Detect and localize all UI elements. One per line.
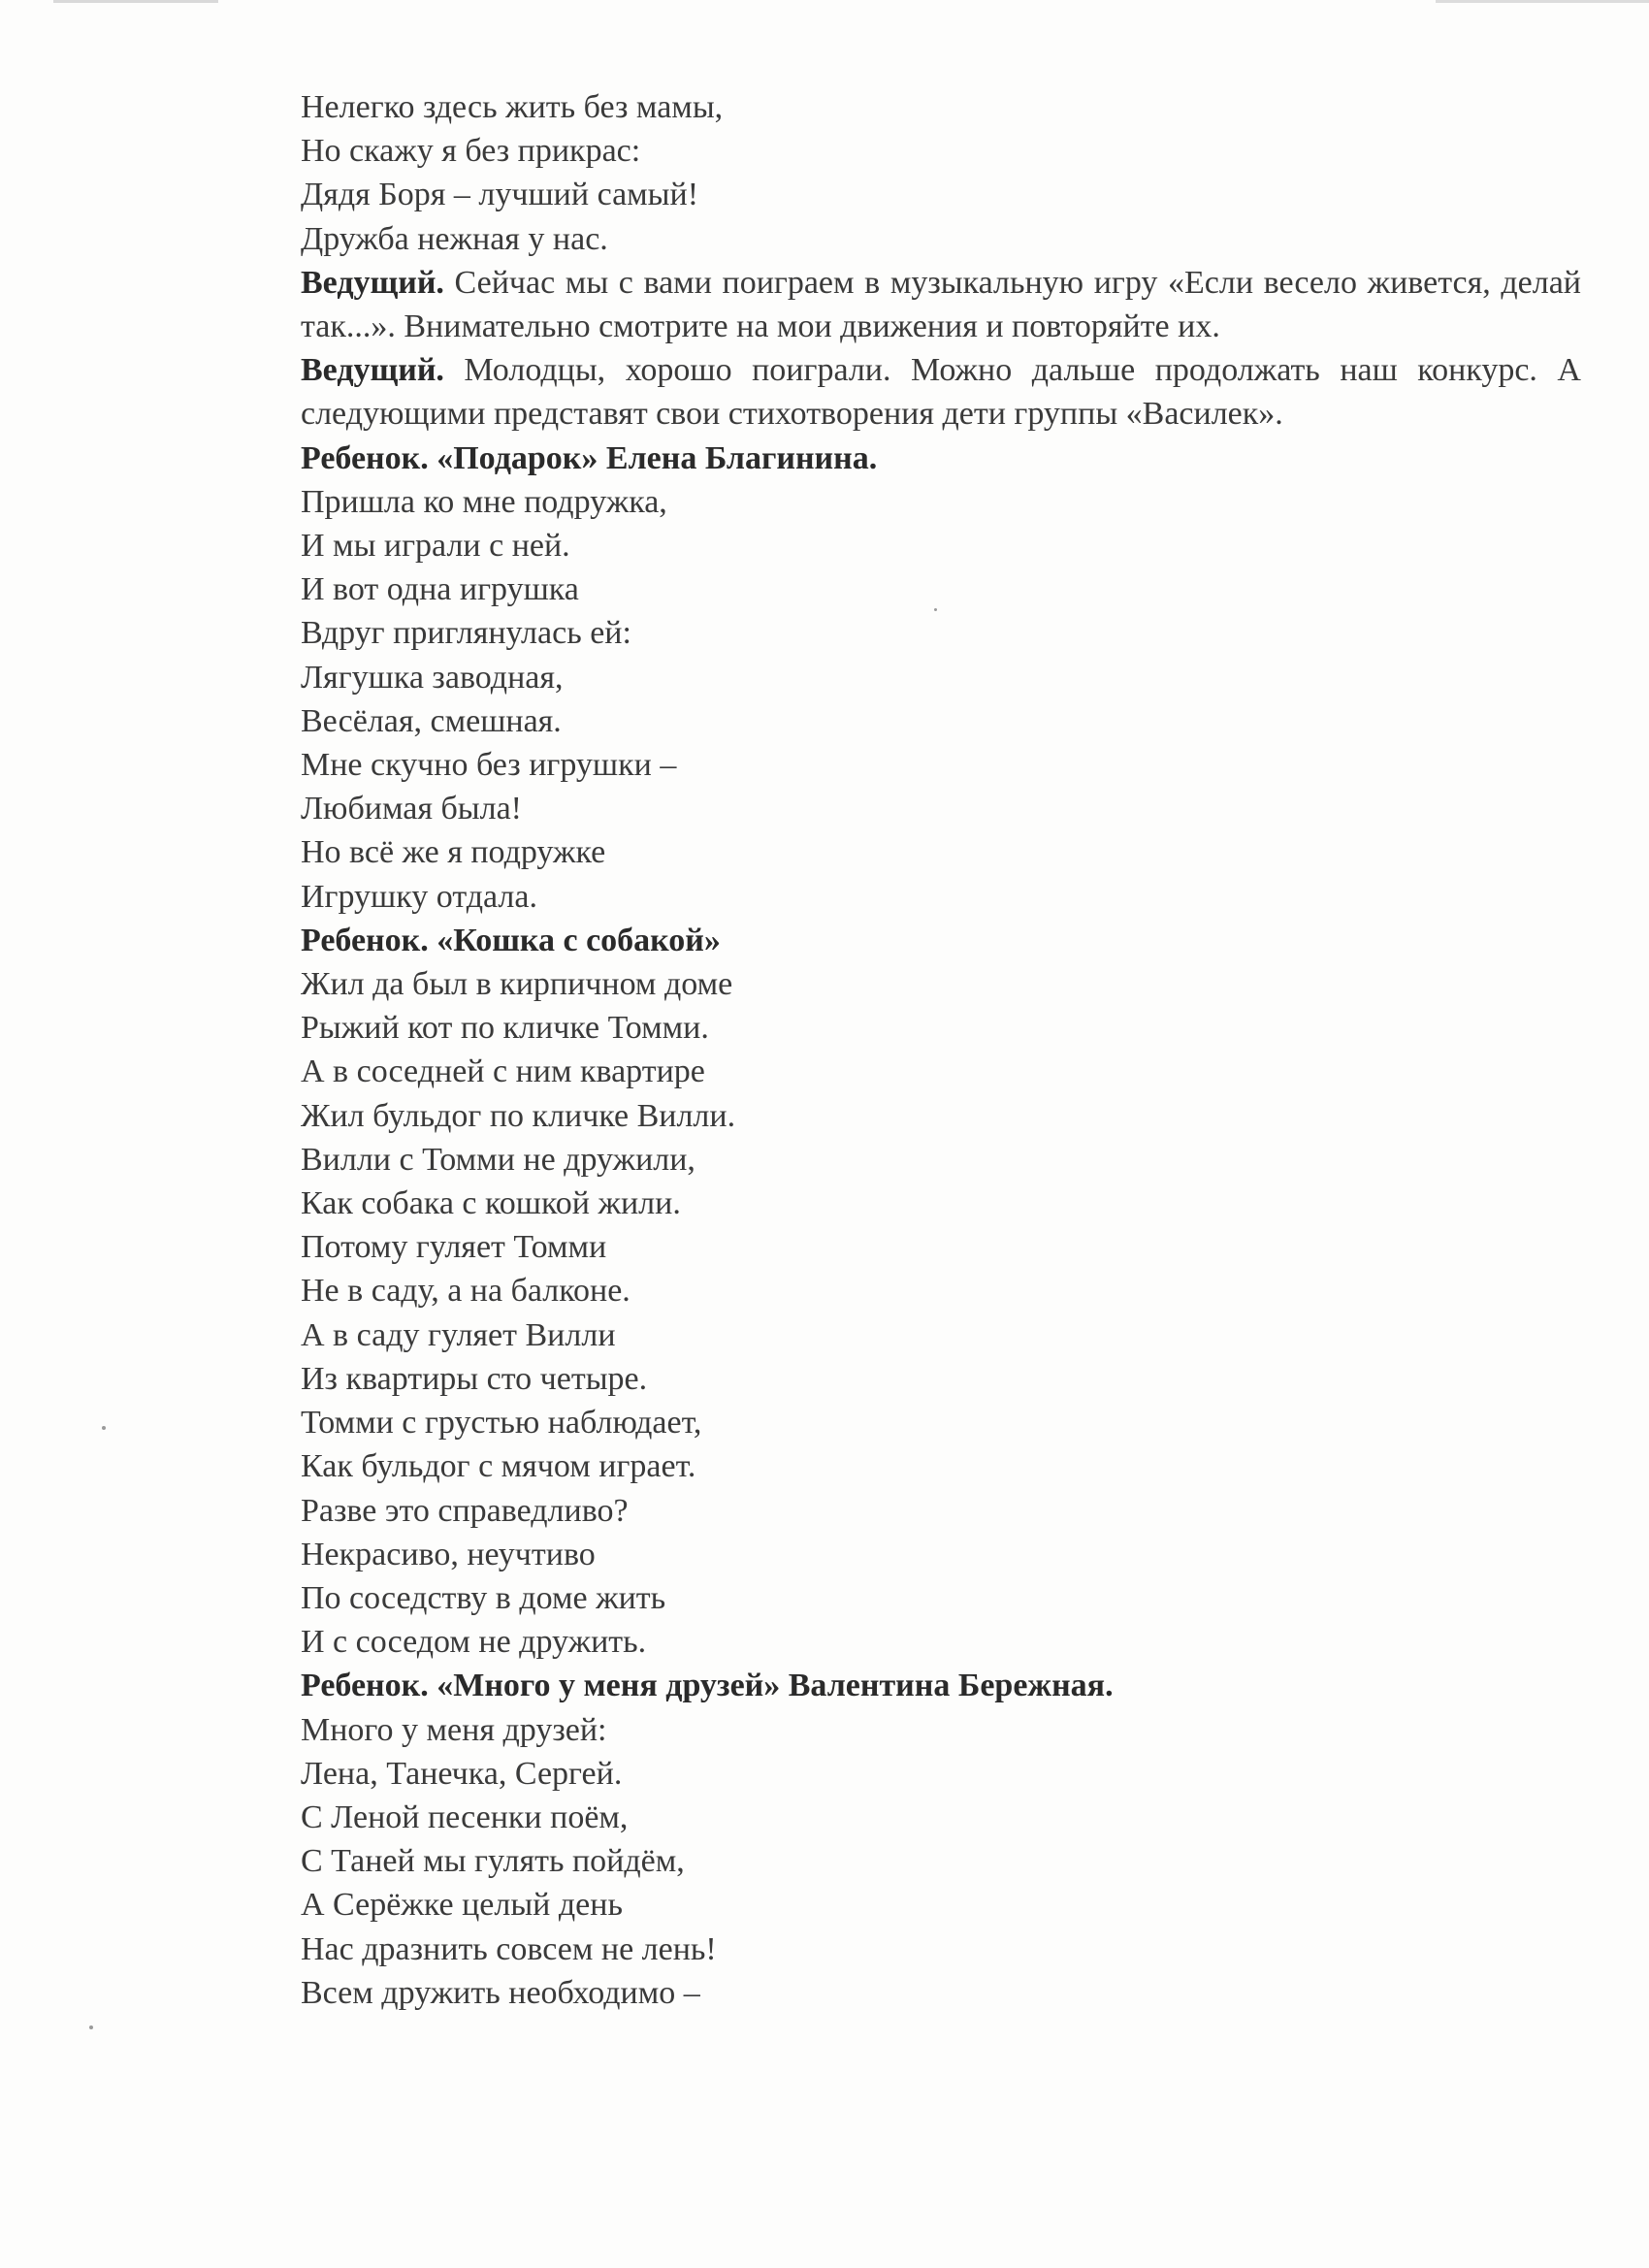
- verse-line: Много у меня друзей:: [301, 1711, 607, 1748]
- verse-line: Не в саду, а на балконе.: [301, 1273, 630, 1310]
- verse-line: Всем дружить необходимо –: [301, 1974, 700, 2011]
- verse-line: С Леной песенки поём,: [301, 1798, 629, 1835]
- verse-line: Нас дразнить совсем не лень!: [301, 1930, 717, 1967]
- verse-line: С Таней мы гулять пойдём,: [301, 1843, 685, 1880]
- verse-line: Но всё же я подружке: [301, 834, 606, 871]
- verse-line: Жил да был в кирпичном доме: [301, 966, 733, 1003]
- poem-mnogo-u-menya-druzey: [301, 1664, 1581, 2015]
- verse-line: Игрушку отдала.: [301, 878, 537, 915]
- verse-line: Любимая была!: [301, 791, 522, 827]
- scan-speck: [102, 1426, 106, 1430]
- scan-edge-mark-left: [53, 0, 218, 3]
- scan-edge-mark-right: [1436, 0, 1649, 3]
- verse-line: Потому гуляет Томми: [301, 1229, 607, 1266]
- verse-line: По соседству в доме жить: [301, 1579, 666, 1616]
- verse-line: Как бульдог с мячом играет.: [301, 1448, 696, 1485]
- verse-line: Весёлая, смешная.: [301, 702, 562, 739]
- verse-line: А Серёжке целый день: [301, 1887, 623, 1924]
- verse-line: Вдруг приглянулась ей:: [301, 615, 631, 652]
- speaker-label: Ведущий.: [301, 352, 444, 389]
- verse-line: И с соседом не дружить.: [301, 1624, 647, 1661]
- verse-line: Дядя Боря – лучший самый!: [301, 177, 699, 213]
- host-remark-text: Молодцы, хорошо поиграли. Можно дальше продолжать наш конкурс. А следующими представят свои стихотворения дети группы «Василек».: [301, 352, 1581, 433]
- verse-line: Но скажу я без прикрас:: [301, 133, 641, 170]
- verse-line: И мы играли с ней.: [301, 528, 570, 565]
- verse-line: Лягушка заводная,: [301, 659, 564, 696]
- verse-line: Некрасиво, неучтиво: [301, 1536, 596, 1572]
- verse-line: Как собака с кошкой жили.: [301, 1185, 681, 1222]
- verse-line: А в саду гуляет Вилли: [301, 1316, 616, 1353]
- host-remark-text: Сейчас мы с вами поиграем в музыкальную игру «Если весело живется, делай так...». Внимательно смотрите на мои движения и повторяйте их.: [301, 264, 1581, 345]
- verse-line: Жил бульдог по кличке Вилли.: [301, 1097, 736, 1134]
- poem-podarok: [301, 437, 1581, 919]
- verse-line: Нелегко здесь жить без мамы,: [301, 89, 724, 125]
- verse-line: И вот одна игрушка: [301, 571, 579, 608]
- scan-speck: [89, 2025, 93, 2029]
- verse-line: Вилли с Томми не дружили,: [301, 1141, 695, 1178]
- verse-line: Из квартиры сто четыре.: [301, 1360, 648, 1397]
- verse-line: Томми с грустью наблюдает,: [301, 1405, 702, 1442]
- verse-line: Дружба нежная у нас.: [301, 220, 608, 257]
- verse-line: Разве это справедливо?: [301, 1492, 629, 1529]
- poem-heading: Ребенок. «Подарок» Елена Благинина.: [301, 439, 878, 476]
- document-body: [301, 85, 1581, 2015]
- host-remark-game: [301, 261, 1581, 348]
- poem-heading: Ребенок. «Кошка с собакой»: [301, 922, 721, 958]
- poem-koshka-s-sobakoy: [301, 919, 1581, 1664]
- verse-line: Лена, Танечка, Сергей.: [301, 1755, 623, 1792]
- opening-stanza: [301, 85, 1581, 261]
- verse-line: Мне скучно без игрушки –: [301, 747, 677, 784]
- verse-line: Рыжий кот по кличке Томми.: [301, 1010, 709, 1047]
- speaker-label: Ведущий.: [301, 264, 444, 301]
- verse-line: А в соседней с ним квартире: [301, 1053, 705, 1090]
- host-remark-contest: [301, 348, 1581, 436]
- verse-line: Пришла ко мне подружка,: [301, 483, 667, 520]
- poem-heading: Ребенок. «Много у меня друзей» Валентина Бережная.: [301, 1668, 1114, 1704]
